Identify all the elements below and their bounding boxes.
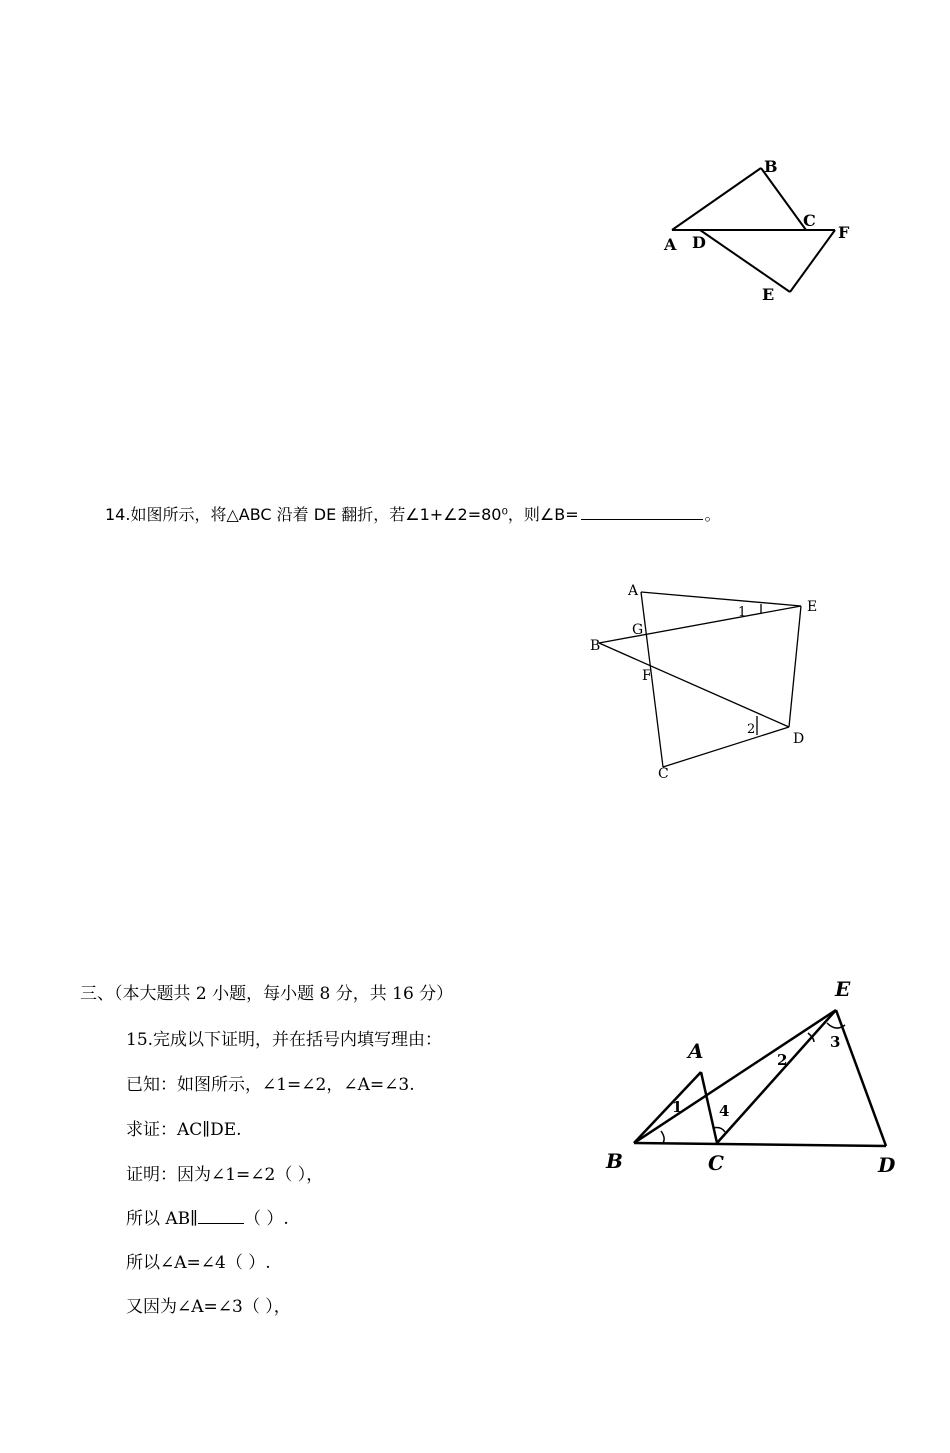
- proof-step-2-start: 所以 AB∥: [126, 1209, 199, 1229]
- segment-bc: [761, 168, 806, 230]
- proof-step-1: 证明：因为∠1=∠2（ ），: [126, 1165, 324, 1185]
- label-a: A: [628, 583, 639, 599]
- label-d: D: [692, 233, 706, 252]
- label-f: F: [838, 223, 850, 242]
- label-c: C: [803, 211, 816, 230]
- label-e: E: [835, 977, 851, 1001]
- proof-step-3: 所以∠A=∠4（ ）.: [126, 1253, 271, 1273]
- label-c: C: [658, 766, 669, 782]
- question-15-title: 15.完成以下证明，并在括号内填写理由：: [126, 1030, 443, 1050]
- proof-step-2-end: （ ）.: [244, 1209, 289, 1229]
- label-d: D: [793, 731, 805, 747]
- segment-ab: [672, 168, 761, 230]
- segment-ba: [634, 1072, 701, 1143]
- figure-fold-triangle: [585, 575, 845, 790]
- question-14-number: 14.: [105, 505, 131, 524]
- answer-blank-15[interactable]: [198, 1211, 244, 1224]
- label-f: F: [642, 668, 652, 684]
- angle-2-label: 2: [747, 722, 756, 737]
- question-15-given: 已知：如图所示，∠1=∠2，∠A=∠3.: [126, 1075, 415, 1095]
- segment-de: [700, 230, 790, 292]
- label-a: A: [664, 235, 677, 254]
- section-3-note: （本大题共 2 小题，每小题 8 分，共 16 分）: [114, 984, 454, 1004]
- label-d: D: [878, 1153, 896, 1177]
- label-g: G: [632, 622, 644, 638]
- question-14-text: 如图所示，将△ABC 沿着 DE 翻折，若∠1+∠2=80⁰，则∠B=: [130, 505, 579, 524]
- label-c: C: [708, 1151, 724, 1175]
- question-14-end: 。: [704, 505, 721, 524]
- figure-abcdef: [640, 140, 870, 310]
- segment-ef: [790, 230, 835, 292]
- angle-3-label: 3: [830, 1033, 841, 1051]
- proof-step-2: [126, 1204, 289, 1229]
- label-e: E: [762, 285, 775, 304]
- angle-1-arc: [661, 1131, 664, 1143]
- angle-4-label: 4: [719, 1102, 730, 1120]
- segment-bd: [634, 1143, 886, 1146]
- section-3-number: 三、: [80, 984, 114, 1004]
- segment-ac: [701, 1072, 717, 1143]
- answer-blank-14[interactable]: [581, 505, 703, 520]
- section-3-heading: [80, 979, 453, 1004]
- figure-abcde: [600, 970, 920, 1185]
- angle-2-label: 2: [777, 1051, 788, 1069]
- label-e: E: [807, 599, 818, 615]
- segment-ed: [836, 1010, 886, 1146]
- label-b: B: [590, 638, 601, 654]
- label-b: B: [764, 157, 778, 176]
- segment-ed: [789, 606, 801, 727]
- question-14: [105, 502, 721, 525]
- segment-ae: [641, 592, 801, 606]
- angle-1-label: 1: [738, 605, 747, 620]
- segment-cd: [663, 727, 789, 767]
- segment-be: [599, 606, 801, 643]
- angle-1-label: 1: [672, 1098, 683, 1116]
- label-b: B: [606, 1149, 623, 1173]
- label-a: A: [688, 1039, 704, 1063]
- question-15-prove: 求证：AC∥DE.: [126, 1120, 242, 1140]
- proof-step-4: 又因为∠A=∠3（ ），: [126, 1297, 291, 1317]
- segment-bd: [599, 643, 789, 727]
